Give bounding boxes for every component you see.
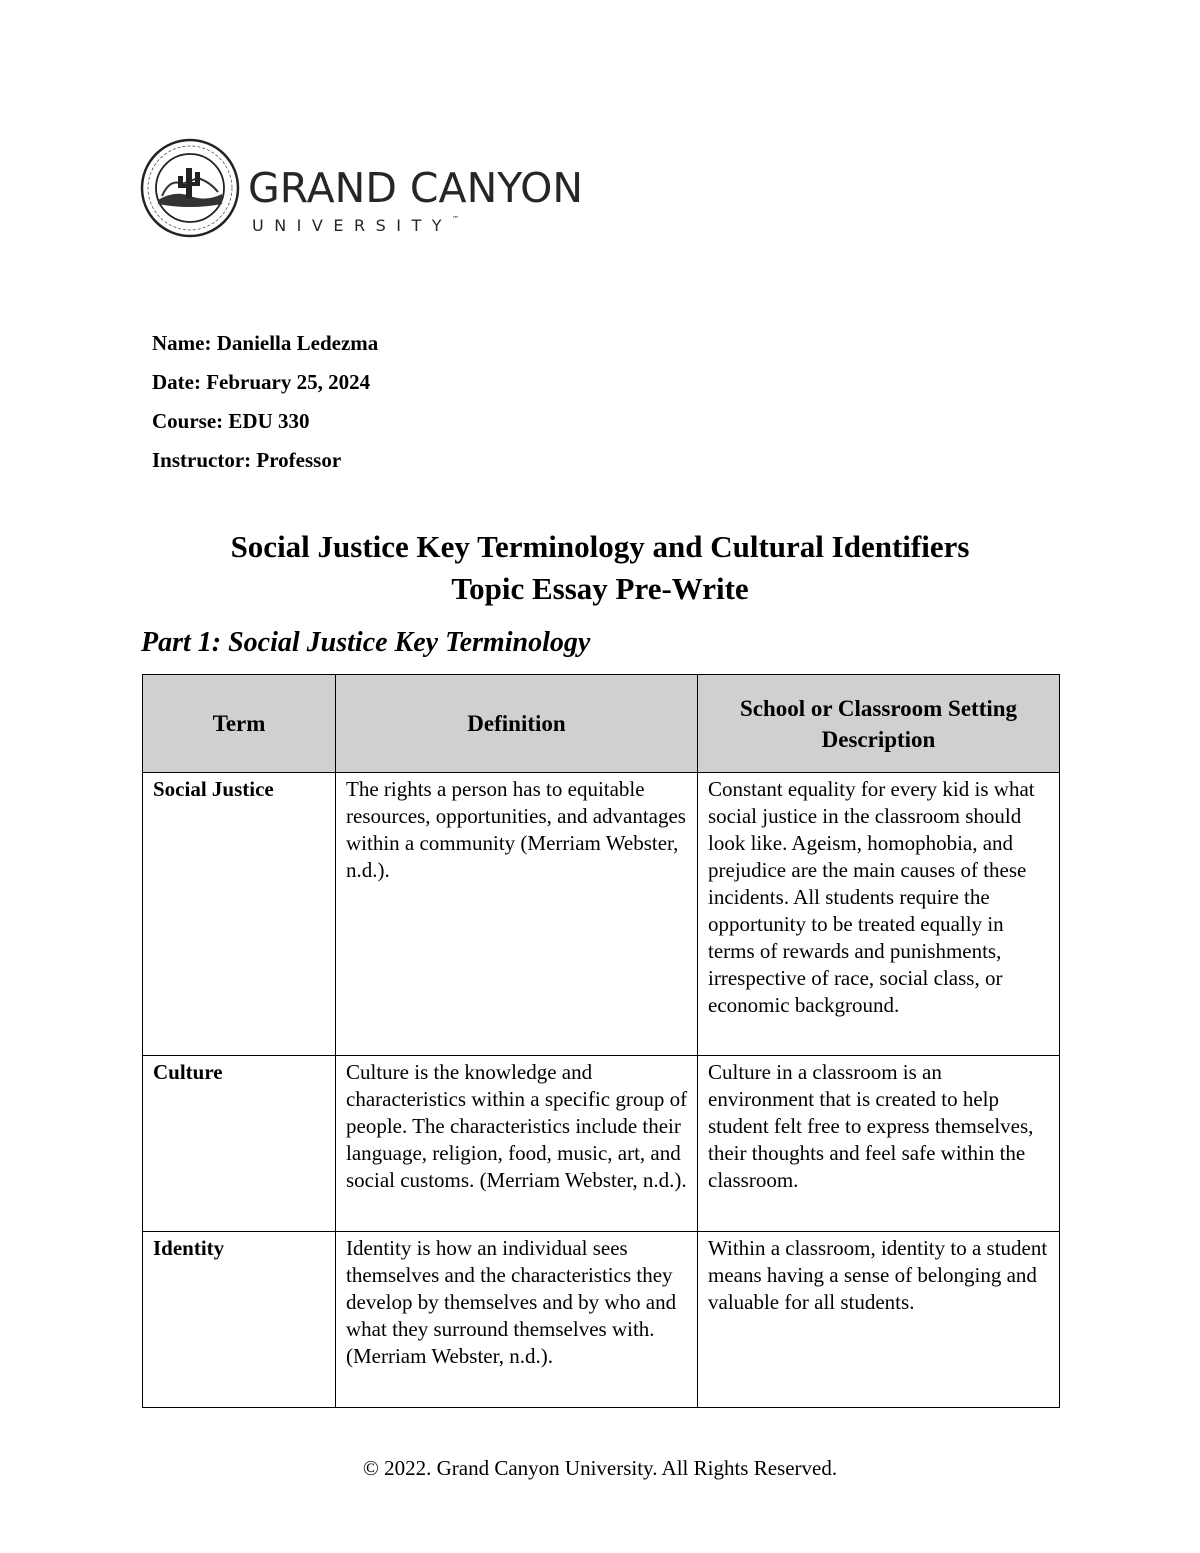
term-cell: Culture: [143, 1056, 336, 1232]
description-cell: Culture in a classroom is an environment that is created to help student felt free to express themselves, their thoughts and feel safe within the classroom.: [698, 1056, 1060, 1232]
table-row: [143, 773, 1060, 1056]
part-1-heading: Part 1: Social Justice Key Terminology: [141, 627, 591, 658]
student-info: [152, 330, 378, 486]
header-definition: Definition: [336, 675, 698, 773]
logo-subtitle: [252, 215, 459, 235]
table-row: [143, 1232, 1060, 1408]
description-cell: Constant equality for every kid is what social justice in the classroom should look like. Ageism, homophobia, and prejudice are the main causes of these incidents. All students require the opportunity to be treated equally in terms of rewards and punishments, irrespective of race, social class, or economic background.: [698, 773, 1060, 1056]
name-line: Name: Daniella Ledezma: [152, 331, 379, 355]
table-row: [143, 1056, 1060, 1232]
table-header-row: [143, 675, 1060, 773]
term-cell: Identity: [143, 1232, 336, 1408]
header-description: School or Classroom Setting Description: [698, 675, 1060, 773]
title-line-1: Social Justice Key Terminology and Cultural Identifiers: [230, 529, 970, 564]
terminology-table: [142, 674, 1060, 1408]
trademark-symbol: ™: [452, 215, 459, 223]
logo-wordmark: GRAND CANYON: [248, 164, 584, 212]
definition-cell: Identity is how an individual sees themselves and the characteristics they develop by themselves and by who and what they surround themselves with. (Merriam Webster, n.d.).: [336, 1232, 698, 1408]
document-title: [0, 526, 1200, 610]
course-line: Course: EDU 330: [152, 409, 310, 433]
description-cell: Within a classroom, identity to a student means having a sense of belonging and valuable for all students.: [698, 1232, 1060, 1408]
header-term: Term: [143, 675, 336, 773]
date-line: Date: February 25, 2024: [152, 370, 371, 394]
copyright-footer: © 2022. Grand Canyon University. All Rights Reserved.: [362, 1456, 838, 1480]
logo-subtitle-text: UNIVERSITY: [252, 216, 452, 235]
university-seal-icon: [140, 138, 240, 238]
university-logo: [140, 138, 584, 240]
definition-cell: Culture is the knowledge and characteristics within a specific group of people. The characteristics include their language, religion, food, music, art, and social customs. (Merriam Webster, n.d.).: [336, 1056, 698, 1232]
definition-cell: The rights a person has to equitable resources, opportunities, and advantages within a community (Merriam Webster, n.d.).: [336, 773, 698, 1056]
title-line-2: Topic Essay Pre-Write: [451, 571, 749, 606]
instructor-line: Instructor: Professor: [152, 448, 342, 472]
term-cell: Social Justice: [143, 773, 336, 1056]
